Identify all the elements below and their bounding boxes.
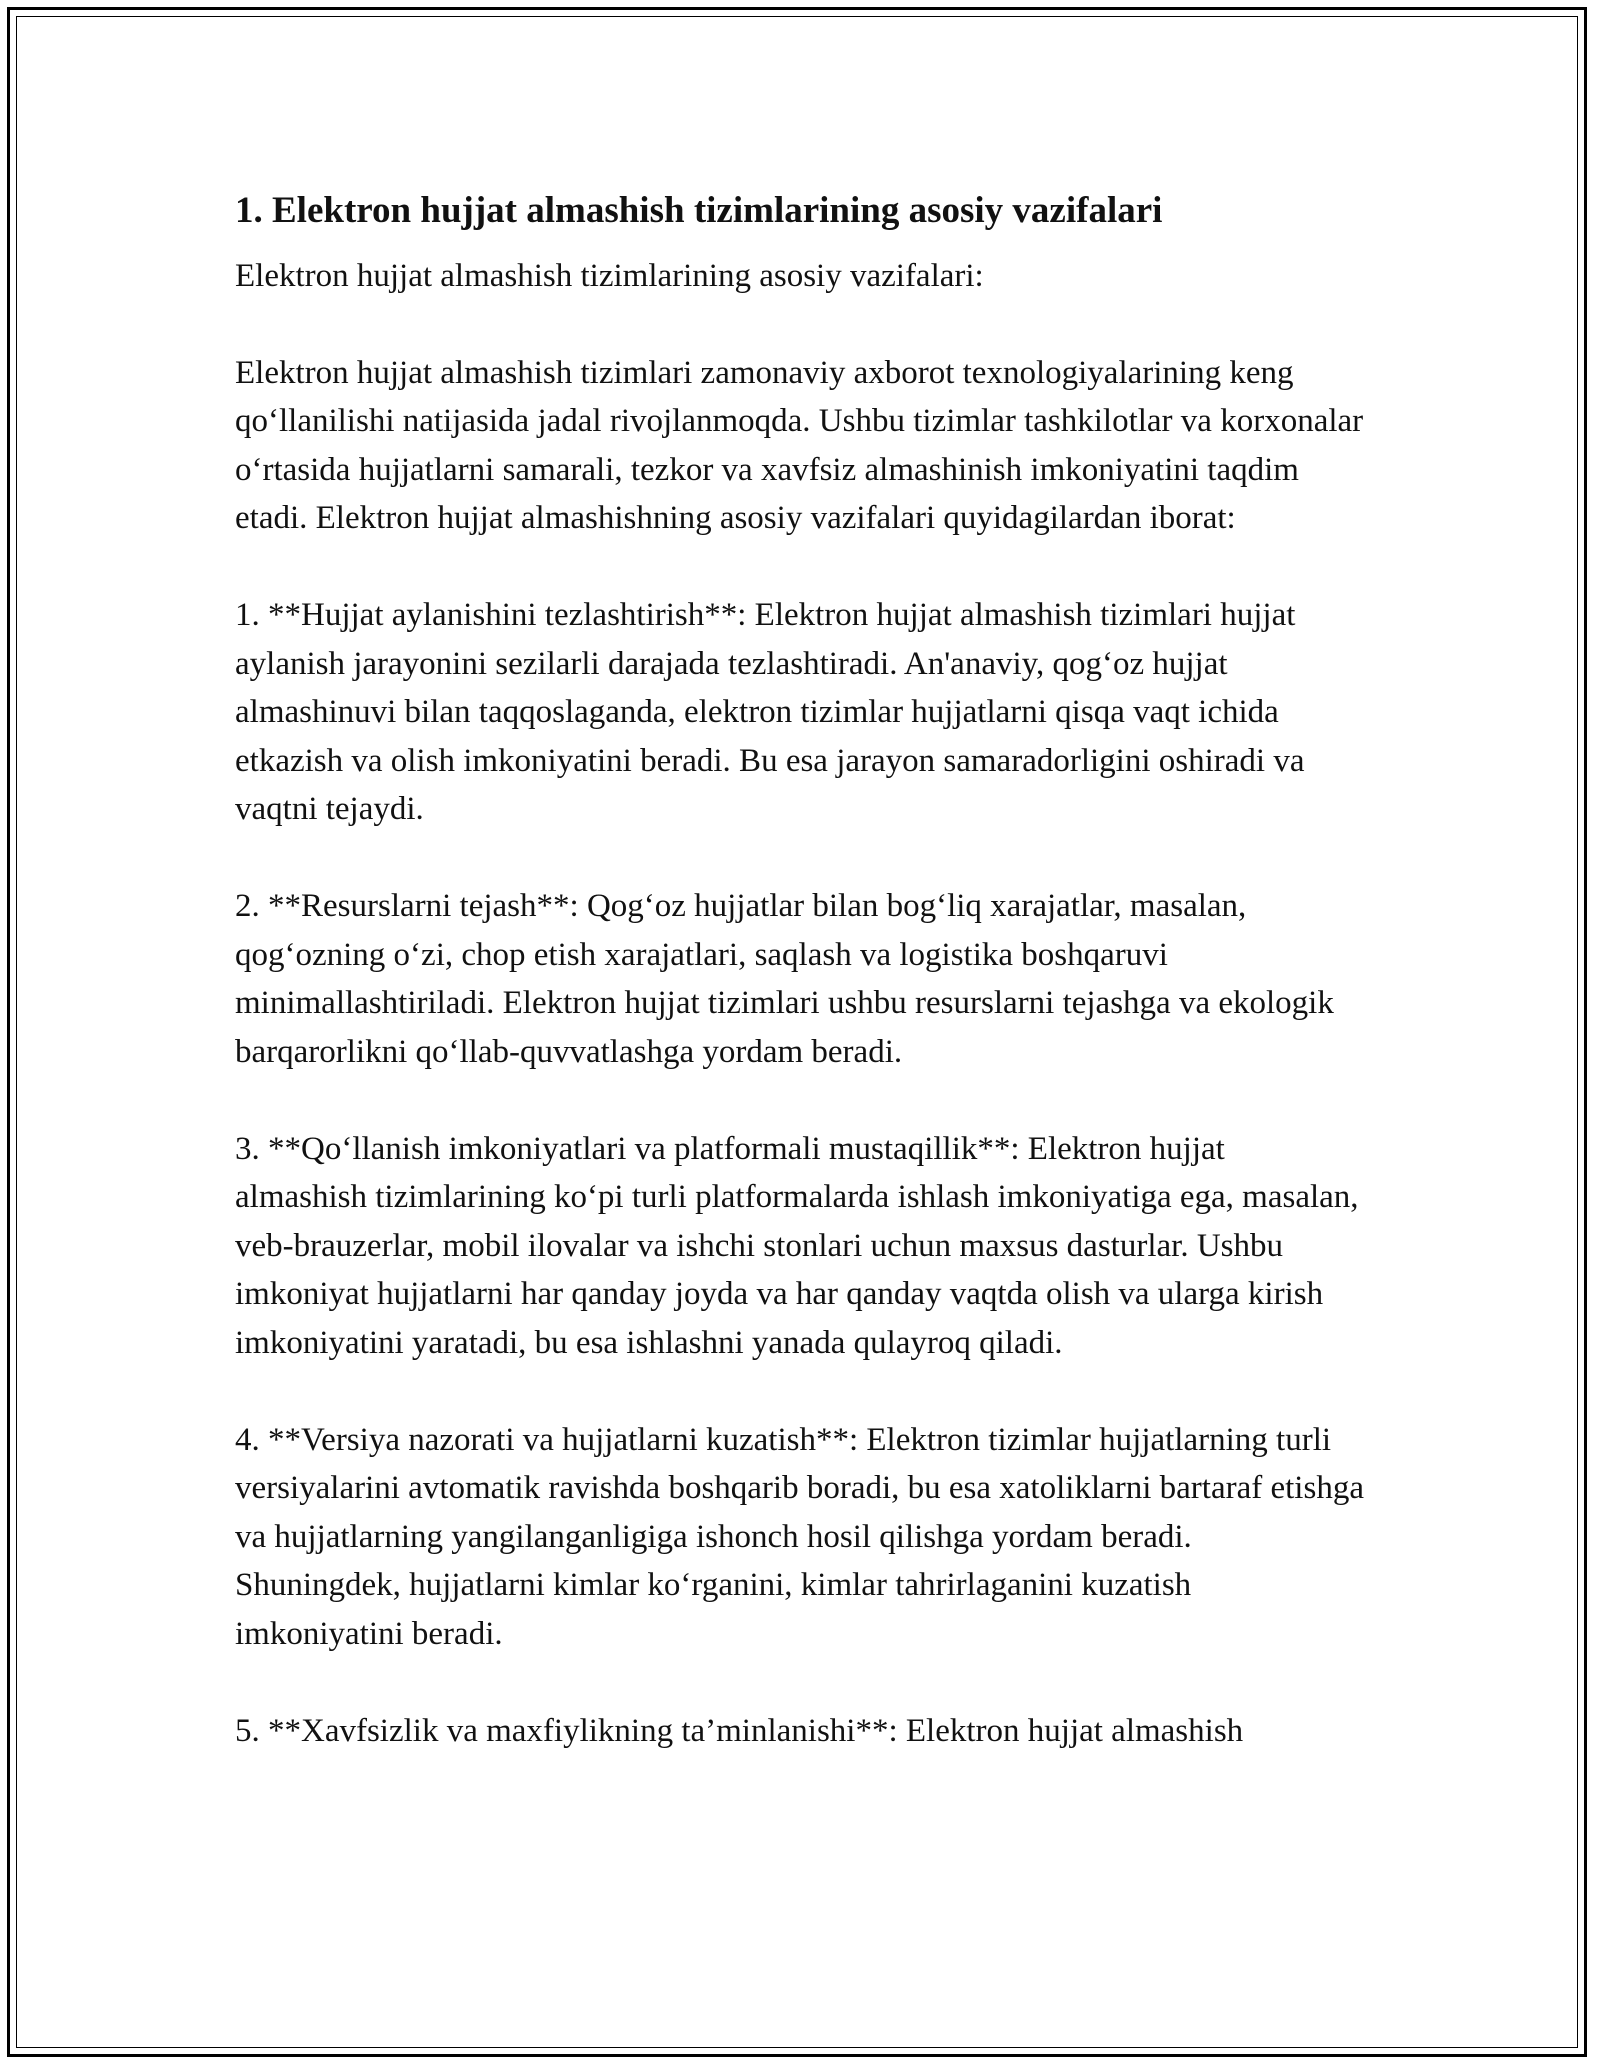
paragraph-item-3: 3. **Qo‘llanish imkoniyatlari va platformali mustaqillik**: Elektron hujjat almashish tizimlarining ko‘pi turli platformalarda ishlash imkoniyatiga ega, masalan, veb-brauzerlar, mobil ilovalar va ishchi stonlari uchun maxsus dasturlar. Ushbu imkoniyat hujjatlarni har qanday joyda va har qanday vaqtda olish va ularga kirish imkoniyatini yaratadi, bu esa ishlashni yanada qulayroq qiladi. bbox=[235, 1130, 1359, 1361]
paragraph-item-4: 4. **Versiya nazorati va hujjatlarni kuzatish**: Elektron tizimlar hujjatlarning turli versiyalarini avtomatik ravishda boshqarib boradi, bu esa xatoliklarni bartaraf etishga va hujjatlarning yangilanganligiga ishonch hosil qilishga yordam beradi. Shuningdek, hujjatlarni kimlar ko‘rganini, kimlar tahrirlaganini kuzatish imkoniyatini beradi. bbox=[235, 1421, 1364, 1652]
paragraph-item-5: 5. **Xavfsizlik va maxfiylikning ta’minlanishi**: Elektron hujjat almashish bbox=[235, 1712, 1244, 1749]
document-title: 1. Elektron hujjat almashish tizimlarining asosiy vazifalari bbox=[235, 190, 1163, 231]
paragraph-item-2: 2. **Resurslarni tejash**: Qog‘oz hujjatlar bilan bog‘liq xarajatlar, masalan, qog‘ozning o‘zi, chop etish xarajatlari, saqlash va logistika boshqaruvi minimallashtiriladi. Elektron hujjat tizimlari ushbu resurslarni tejashga va ekologik barqarorlikni qo‘llab-quvvatlashga yordam beradi. bbox=[235, 888, 1334, 1070]
paragraph-intro: Elektron hujjat almashish tizimlarining asosiy vazifalari: bbox=[235, 258, 984, 294]
paragraph-item-1: 1. **Hujjat aylanishini tezlashtirish**: Elektron hujjat almashish tizimlari hujjat aylanish jarayonini sezilarli darajada tezlashtiradi. An'anaviy, qog‘oz hujjat almashinuvi bilan taqqoslaganda, elektron tizimlar hujjatlarni qisqa vaqt ichida etkazish va olish imkoniyatini beradi. Bu esa jarayon samaradorligini oshiradi va vaqtni tejaydi. bbox=[235, 597, 1305, 827]
document-body bbox=[235, 186, 1365, 1804]
paragraph-overview: Elektron hujjat almashish tizimlari zamonaviy axborot texnologiyalarining keng qo‘llanilishi natijasida jadal rivojlanmoqda. Ushbu tizimlar tashkilotlar va korxonalar o‘rtasida hujjatlarni samarali, tezkor va xavfsiz almashinish imkoniyatini taqdim etadi. Elektron hujjat almashishning asosiy vazifalari quyidagilardan iborat: bbox=[235, 354, 1364, 536]
